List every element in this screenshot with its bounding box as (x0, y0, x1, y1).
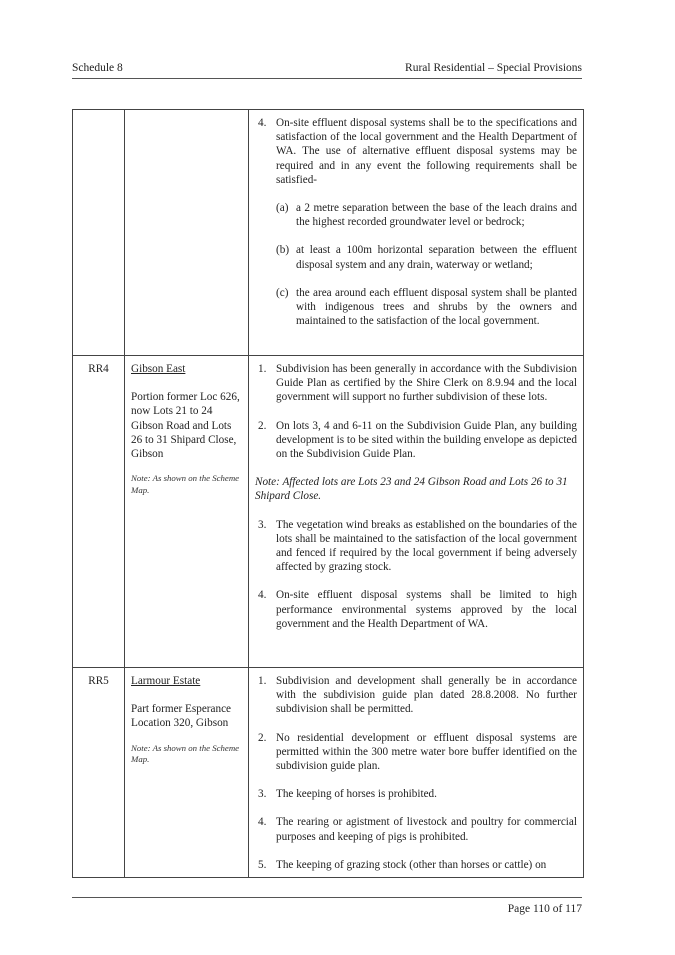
provisions-cell (249, 356, 584, 668)
list-item: 5. The keeping of grazing stock (other than horses or cattle) on (258, 858, 547, 871)
header-rule (72, 78, 582, 79)
list-item: 2. No residential development or effluent disposal systems are permitted within the 300 metre water bore buffer identified on the subdivision guide plan. (258, 731, 577, 773)
sub-item: (b) at least a 100m horizontal separation between the effluent disposal system and any drain, waterway or wetland; (276, 244, 577, 271)
table-row (73, 668, 584, 878)
provisions-table (72, 109, 584, 878)
list-item: 4. The rearing or agistment of livestock and poultry for commercial purposes and keeping of pigs is prohibited. (258, 816, 577, 843)
list-item: 4. On-site effluent disposal systems shall be limited to high performance environmental systems approved by the local government and the Health Department of WA. (258, 589, 577, 630)
sub-item: (a) a 2 metre separation between the base of the leach drains and the highest recorded groundwater level or bedrock; (276, 202, 577, 229)
code-cell: RR4 (73, 356, 125, 668)
schedule-label: Schedule 8 (72, 62, 123, 74)
scheme-map-note: Note: As shown on the Scheme Map. (131, 742, 240, 765)
list-item: 1. Subdivision and development shall generally be in accordance with the subdivision guide plan dated 28.8.2008. No further subdivision shall be permitted. (258, 675, 577, 716)
description-cell (125, 110, 249, 356)
list-item: 3. The vegetation wind breaks as established on the boundaries of the lots shall be maintained to the satisfaction of the local government and fenced if required by the local government if being adversely affected by grazing stock. (258, 518, 577, 574)
description-cell (125, 356, 249, 668)
area-name: Larmour Estate (131, 675, 201, 687)
affected-lots-note: Note: Affected lots are Lots 23 and 24 Gibson Road and Lots 26 to 31 Shipard Close. (255, 476, 568, 503)
list-item: 3. The keeping of horses is prohibited. (258, 788, 437, 801)
list-item: 4. On-site effluent disposal systems shall be to the specifications and satisfaction of the local government and the Health Department of WA. The use of alternative effluent disposal systems may be required and in any event the following requirements shall be satisfied- (258, 117, 577, 186)
page-number: Page 110 of 117 (507, 903, 582, 915)
code-cell (73, 110, 125, 356)
section-title: Rural Residential – Special Provisions (405, 62, 582, 74)
description-cell (125, 668, 249, 878)
table-row (73, 110, 584, 356)
provisions-cell (249, 668, 584, 878)
list-item: 2. On lots 3, 4 and 6-11 on the Subdivision Guide Plan, any building development is to be sited within the building envelope as depicted on the Subdivision Guide Plan. (258, 419, 577, 461)
provisions-cell (249, 110, 584, 356)
table-row (73, 356, 584, 668)
area-name: Gibson East (131, 363, 186, 375)
scheme-map-note: Note: As shown on the Scheme Map. (131, 473, 240, 495)
sub-item: (c) the area around each effluent disposal system shall be planted with indigenous trees and shrubs by the owners and maintained to the satisfaction of the local government. (276, 286, 577, 328)
list-item: 1. Subdivision has been generally in accordance with the Subdivision Guide Plan as certified by the Shire Clerk on 8.9.94 and the local government will support no further subdivision of these lots. (258, 363, 577, 404)
area-location: Part former Esperance Location 320, Gibson (131, 703, 232, 730)
footer-rule (72, 897, 582, 898)
area-location: Portion former Loc 626, now Lots 21 to 24 Gibson Road and Lots 26 to 31 Shipard Close, Gibson (131, 391, 240, 461)
code-cell: RR5 (73, 668, 125, 878)
